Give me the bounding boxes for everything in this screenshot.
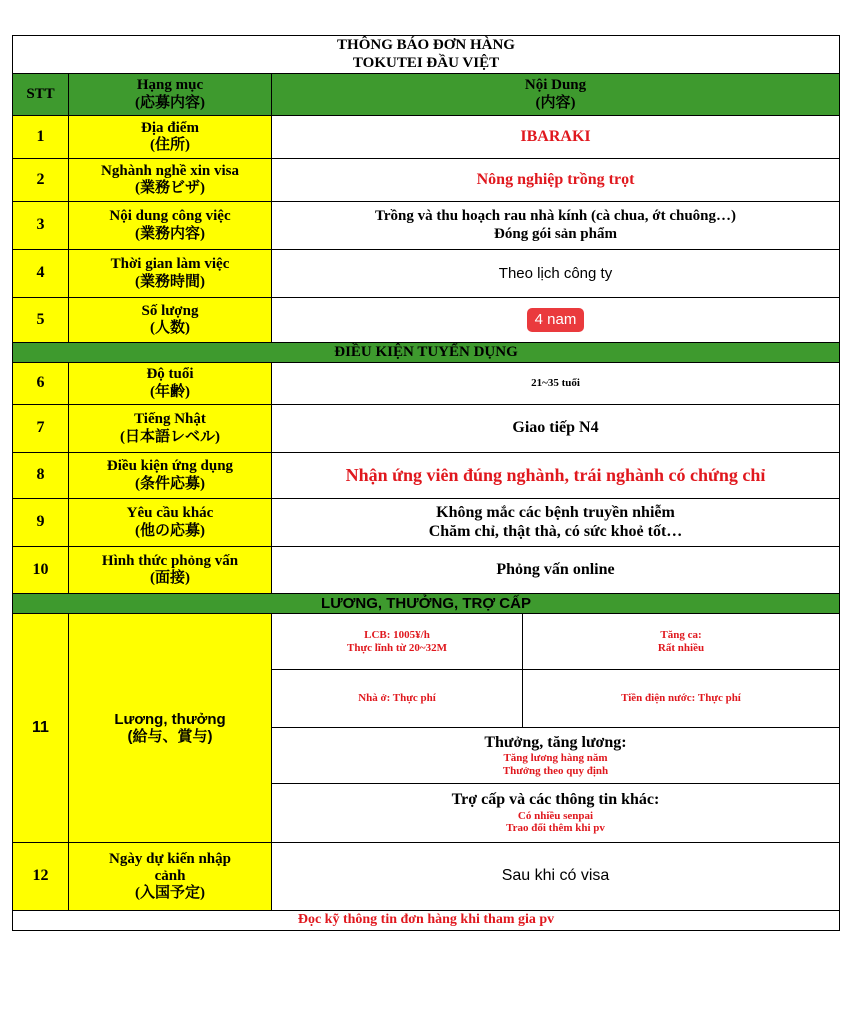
row-label: Địa điểm (住所) [69, 116, 272, 159]
quantity-cell [272, 298, 840, 343]
row-number: 2 [13, 159, 69, 202]
table-row [13, 116, 840, 159]
section-title-salary: LƯƠNG, THƯỞNG, TRỢ CẤP [13, 594, 840, 614]
quantity-badge: 4 nam [527, 308, 585, 331]
row-label: Độ tuổi (年齢) [69, 363, 272, 405]
row-number: 4 [13, 250, 69, 298]
col-content: Nội Dung (内容) [272, 74, 840, 116]
title-row [13, 36, 840, 74]
table-row [13, 202, 840, 250]
row-number: 12 [13, 843, 69, 911]
col-item: Hạng mục (応募内容) [69, 74, 272, 116]
entry-date-value: Sau khi có visa [272, 843, 840, 911]
bonus-cell: Thưởng, tăng lương: Tăng lương hàng năm Thưởng theo quy định [272, 728, 840, 784]
row-number: 11 [13, 614, 69, 843]
table-row [13, 159, 840, 202]
section-row [13, 594, 840, 614]
table-row [13, 547, 840, 594]
row-label: Nghành nghề xin visa (業務ビザ) [69, 159, 272, 202]
age-value: 21~35 tuổi [272, 363, 840, 405]
row-label: Nội dung công việc (業務内容) [69, 202, 272, 250]
row-number: 10 [13, 547, 69, 594]
row-number: 9 [13, 499, 69, 547]
section-title-conditions: ĐIỀU KIỆN TUYỂN DỤNG [13, 343, 840, 363]
visa-field-value: Nông nghiệp trồng trọt [272, 159, 840, 202]
work-time-value: Theo lịch công ty [272, 250, 840, 298]
base-salary-cell: LCB: 1005¥/h Thực lĩnh từ 20~32M [272, 614, 523, 670]
row-number: 1 [13, 116, 69, 159]
footer-row [13, 911, 840, 931]
other-requirements-value: Không mắc các bệnh truyền nhiễm Chăm chỉ, thật thà, có sức khoẻ tốt… [272, 499, 840, 547]
row-label: Yêu cầu khác (他の応募) [69, 499, 272, 547]
table-row [13, 614, 840, 670]
japanese-level-value: Giao tiếp N4 [272, 405, 840, 453]
table-row [13, 499, 840, 547]
column-header-row [13, 74, 840, 116]
row-number: 8 [13, 453, 69, 499]
row-number: 7 [13, 405, 69, 453]
row-number: 6 [13, 363, 69, 405]
row-label: Lương, thưởng (給与、賞与) [69, 614, 272, 843]
row-number: 5 [13, 298, 69, 343]
table-row [13, 363, 840, 405]
table-row [13, 298, 840, 343]
footer-note: Đọc kỹ thông tin đơn hàng khi tham gia pv [13, 911, 840, 931]
table-row [13, 250, 840, 298]
location-value: IBARAKI [272, 116, 840, 159]
row-label: Hình thức phỏng vấn (面接) [69, 547, 272, 594]
housing-cell: Nhà ở: Thực phí [272, 670, 523, 728]
section-row [13, 343, 840, 363]
interview-form-value: Phỏng vấn online [272, 547, 840, 594]
table-row [13, 843, 840, 911]
table-row [13, 405, 840, 453]
overtime-cell: Tăng ca: Rất nhiều [523, 614, 840, 670]
order-table [12, 35, 840, 931]
row-number: 3 [13, 202, 69, 250]
row-label: Điều kiện ứng dụng (条件応募) [69, 453, 272, 499]
table-row [13, 453, 840, 499]
row-label: Số lượng (人数) [69, 298, 272, 343]
col-stt: STT [13, 74, 69, 116]
allowance-cell: Trợ cấp và các thông tin khác: Có nhiều senpai Trao đổi thêm khi pv [272, 784, 840, 843]
row-label: Thời gian làm việc (業務時間) [69, 250, 272, 298]
page-title: THÔNG BÁO ĐƠN HÀNG TOKUTEI ĐẦU VIỆT [13, 36, 840, 74]
row-label: Ngày dự kiến nhập cảnh (入国予定) [69, 843, 272, 911]
application-condition-value: Nhận ứng viên đúng nghành, trái nghành có chứng chỉ [272, 453, 840, 499]
job-content-value: Trồng và thu hoạch rau nhà kính (cà chua, ớt chuông…) Đóng gói sản phẩm [272, 202, 840, 250]
row-label: Tiếng Nhật (日本語レベル) [69, 405, 272, 453]
utilities-cell: Tiền điện nước: Thực phí [523, 670, 840, 728]
